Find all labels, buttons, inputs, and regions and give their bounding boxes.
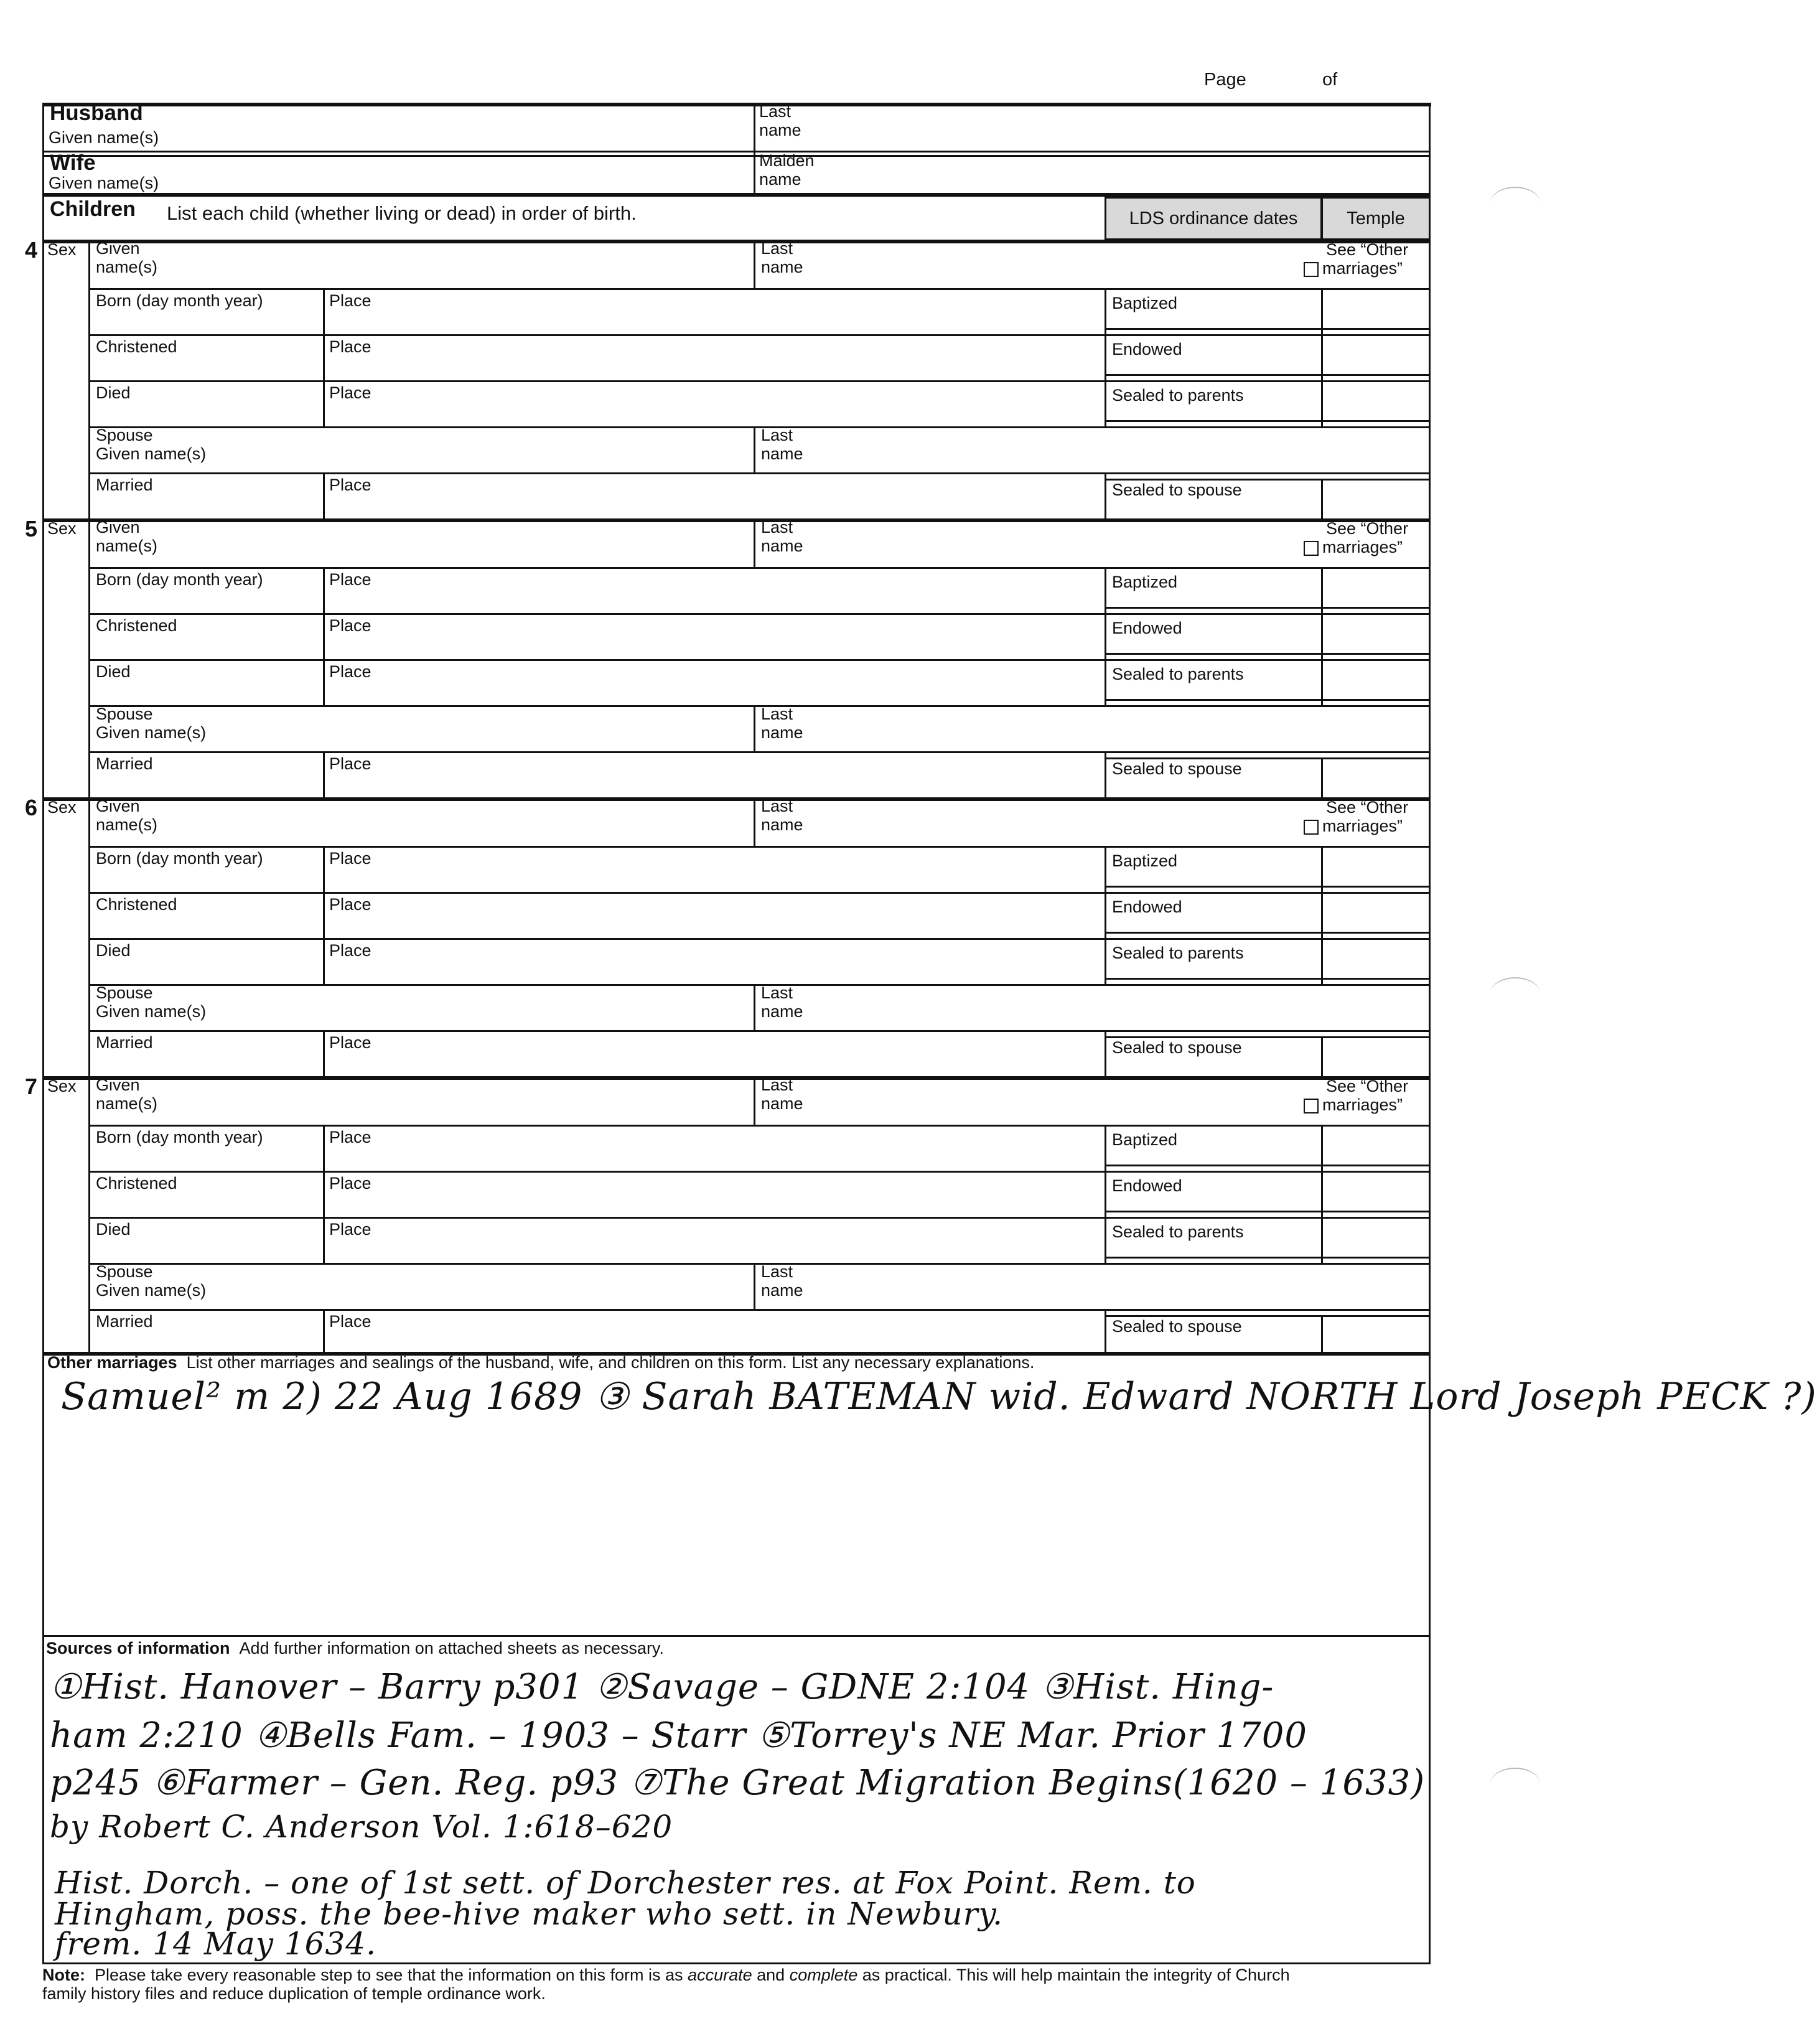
lds-divider <box>1105 892 1106 938</box>
spouse-given-label: Given name(s) <box>96 1002 207 1021</box>
note-text-3: family history files and reduce duplication of temple ordinance work. <box>42 1984 546 2003</box>
sex-column-divider <box>88 1076 90 1355</box>
place-divider <box>323 567 325 613</box>
baptized-label: Baptized <box>1112 851 1178 870</box>
place-divider <box>323 1217 325 1263</box>
sealed-spouse-label: Sealed to spouse <box>1112 1038 1242 1057</box>
lds-row-line <box>1105 978 1431 980</box>
lds-divider <box>1105 846 1106 892</box>
note-and: and <box>757 1966 785 1984</box>
row-line <box>88 380 1431 382</box>
sources-line-5: Hist. Dorch. – one of 1st sett. of Dorchester res. at Fox Point. Rem. to <box>55 1865 1196 1901</box>
spouse-row-line <box>88 1263 1431 1265</box>
died-row-label: Died <box>96 662 131 681</box>
binder-hole-mark <box>1490 977 1540 1010</box>
sources-section <box>42 1636 1431 1962</box>
wife-title: Wife <box>50 151 96 175</box>
sources-heading <box>46 1639 664 1657</box>
lds-row-line <box>1105 1257 1431 1259</box>
spouse-last-divider <box>754 1263 755 1309</box>
lds-divider <box>1105 380 1106 426</box>
temple-divider <box>1321 1036 1323 1076</box>
row-line <box>88 334 1431 336</box>
spouse-last-divider <box>754 984 755 1030</box>
lds-divider <box>1105 334 1106 380</box>
place-label: Place <box>329 754 371 773</box>
wife-maiden-label-1: Maiden <box>759 151 815 170</box>
married-label: Married <box>96 1033 153 1052</box>
children-title: Children <box>50 197 136 221</box>
place-divider <box>323 472 325 518</box>
spouse-last-divider <box>754 426 755 472</box>
place-divider <box>323 1171 325 1217</box>
lds-row-line <box>1105 653 1431 655</box>
given-label: Given <box>96 797 140 815</box>
temple-divider <box>1321 1315 1323 1355</box>
place-divider <box>323 288 325 334</box>
given-label-2: name(s) <box>96 258 158 276</box>
lds-row-line <box>1105 374 1431 376</box>
row-line <box>88 567 1431 569</box>
place-divider <box>323 613 325 659</box>
place-label: Place <box>329 616 371 635</box>
last-label: Last <box>761 797 793 815</box>
lds-divider <box>1105 567 1106 613</box>
married-row-line <box>88 751 1431 753</box>
sources-instruction: Add further information on attached sheets as necessary. <box>239 1639 664 1657</box>
row-line <box>88 613 1431 615</box>
lds-row-line <box>1105 932 1431 934</box>
wife-section <box>42 151 1431 194</box>
married-label: Married <box>96 476 153 494</box>
spouse-given-label: Given name(s) <box>96 723 207 742</box>
temple-divider <box>1321 288 1323 334</box>
last-label-2: name <box>761 258 803 276</box>
see-other-label: See “Other <box>1326 1077 1409 1095</box>
born-row-label: Born (day month year) <box>96 291 263 310</box>
sources-title: Sources of information <box>46 1639 230 1657</box>
endowed-label: Endowed <box>1112 619 1182 637</box>
last-label: Last <box>761 1076 793 1094</box>
row-line <box>88 1125 1431 1127</box>
husband-given-label: Given name(s) <box>49 128 159 147</box>
lds-row-line <box>1105 886 1431 888</box>
other-marriages-checkbox[interactable] <box>1304 817 1403 835</box>
married-label: Married <box>96 1312 153 1331</box>
sealed-parents-label: Sealed to parents <box>1112 1222 1244 1241</box>
spouse-label: Spouse <box>96 983 153 1002</box>
place-divider <box>323 846 325 892</box>
row-line <box>88 892 1431 894</box>
married-label: Married <box>96 754 153 773</box>
place-label: Place <box>329 383 371 402</box>
spouse-given-label: Given name(s) <box>96 1281 207 1300</box>
of-label: of <box>1322 70 1338 90</box>
married-row-line <box>88 1030 1431 1032</box>
lds-divider <box>1105 1125 1106 1171</box>
sealed-parents-label: Sealed to parents <box>1112 665 1244 683</box>
lds-row-line <box>1105 420 1431 422</box>
husband-last-label-1: Last <box>759 102 792 121</box>
checkbox-icon[interactable] <box>1304 262 1319 277</box>
temple-divider <box>1321 380 1323 426</box>
sex-label: Sex <box>47 798 77 817</box>
place-label: Place <box>329 570 371 589</box>
temple-divider <box>1321 757 1323 797</box>
checkbox-icon[interactable] <box>1304 1099 1319 1113</box>
sex-column-divider <box>88 797 90 1076</box>
christened-row-label: Christened <box>96 1174 177 1193</box>
lds-row-line <box>1105 479 1431 481</box>
see-other-label-2: marriages” <box>1322 259 1403 278</box>
sources-line-6: Hingham, poss. the bee-hive maker who sett. in Newbury. <box>55 1896 1003 1932</box>
lds-divider <box>1105 613 1106 659</box>
spouse-last-label-2: name <box>761 1281 803 1300</box>
binder-hole-mark <box>1490 1768 1540 1800</box>
row-line <box>88 288 1431 290</box>
see-other-label: See “Other <box>1326 798 1409 817</box>
spouse-label: Spouse <box>96 1262 153 1281</box>
spouse-last-divider <box>754 705 755 751</box>
born-row-label: Born (day month year) <box>96 1128 263 1146</box>
spouse-last-label: Last <box>761 983 793 1002</box>
place-label: Place <box>329 337 371 356</box>
endowed-label: Endowed <box>1112 1176 1182 1195</box>
sources-line-3: p245 ⑥Farmer – Gen. Reg. p93 ⑦The Great Migration Begins(1620 – 1633) <box>50 1763 1426 1803</box>
binder-hole-mark <box>1490 187 1540 219</box>
sources-line-2: ham 2:210 ④Bells Fam. – 1903 – Starr ⑤Torrey's NE Mar. Prior 1700 <box>50 1715 1308 1756</box>
born-row-label: Born (day month year) <box>96 570 263 589</box>
given-label-2: name(s) <box>96 1094 158 1113</box>
last-label-2: name <box>761 815 803 834</box>
place-label: Place <box>329 1174 371 1193</box>
row-line <box>88 1171 1431 1173</box>
temple-divider <box>1321 1217 1323 1263</box>
spouse-row-line <box>88 705 1431 707</box>
temple-divider <box>1321 892 1323 938</box>
last-name-divider <box>754 518 755 567</box>
child-number: 6 <box>25 795 38 820</box>
spouse-last-label-2: name <box>761 1002 803 1021</box>
married-row-line <box>88 472 1431 474</box>
temple-divider <box>1321 938 1323 984</box>
place-divider <box>323 659 325 705</box>
last-label-2: name <box>761 1094 803 1113</box>
temple-divider <box>1321 567 1323 613</box>
lds-divider <box>1105 938 1106 984</box>
lds-row-line <box>1105 607 1431 609</box>
children-instruction: List each child (whether living or dead) in order of birth. <box>167 202 637 224</box>
given-label: Given <box>96 518 140 537</box>
lds-row-line <box>1105 757 1431 759</box>
see-other-label-2: marriages” <box>1322 1095 1403 1114</box>
checkbox-icon[interactable] <box>1304 820 1319 835</box>
sex-column-divider <box>88 518 90 797</box>
wife-maiden-label-2: name <box>759 170 801 189</box>
baptized-label: Baptized <box>1112 573 1178 591</box>
sex-label: Sex <box>47 1077 77 1095</box>
place-label: Place <box>329 1033 371 1052</box>
other-marriages-instruction: List other marriages and sealings of the husband, wife, and children on this form. List any necessary explanations. <box>186 1353 1035 1372</box>
note-text-2: as practical. This will help maintain the integrity of Church <box>862 1966 1290 1984</box>
spouse-last-label-2: name <box>761 723 803 742</box>
note-accurate: accurate <box>688 1966 752 1984</box>
spouse-label: Spouse <box>96 705 153 723</box>
sealed-parents-label: Sealed to parents <box>1112 386 1244 405</box>
child-top-line <box>42 797 1431 801</box>
note-complete: complete <box>789 1966 858 1984</box>
last-label-2: name <box>761 537 803 555</box>
row-line <box>88 846 1431 848</box>
baptized-label: Baptized <box>1112 1130 1178 1149</box>
lds-divider <box>1105 1171 1106 1217</box>
place-divider <box>323 380 325 426</box>
temple-divider <box>1321 613 1323 659</box>
sources-line-7: frem. 14 May 1634. <box>55 1926 376 1962</box>
sex-label: Sex <box>47 519 77 538</box>
spouse-last-label: Last <box>761 705 793 723</box>
lds-divider <box>1105 1217 1106 1263</box>
temple-divider <box>1321 846 1323 892</box>
place-label: Place <box>329 1312 371 1331</box>
husband-section <box>42 103 1431 151</box>
form-bottom-border <box>42 1962 1431 1964</box>
last-name-divider <box>754 1076 755 1125</box>
place-label: Place <box>329 1128 371 1146</box>
given-label: Given <box>96 239 140 258</box>
see-other-label-2: marriages” <box>1322 817 1403 835</box>
place-divider <box>323 892 325 938</box>
sealed-spouse-label: Sealed to spouse <box>1112 481 1242 499</box>
wife-given-label: Given name(s) <box>49 174 159 192</box>
temple-divider <box>1321 659 1323 705</box>
place-label: Place <box>329 895 371 914</box>
child-top-line <box>42 1076 1431 1080</box>
sealed-spouse-label: Sealed to spouse <box>1112 759 1242 778</box>
see-other-label: See “Other <box>1326 519 1409 538</box>
page-label: Page <box>1204 70 1246 90</box>
sealed-spouse-label: Sealed to spouse <box>1112 1317 1242 1336</box>
temple-divider <box>1321 1125 1323 1171</box>
note-text-1: Please take every reasonable step to see that the information on this form is as <box>95 1966 683 1984</box>
husband-title: Husband <box>50 101 143 125</box>
spouse-last-label-2: name <box>761 444 803 463</box>
christened-row-label: Christened <box>96 337 177 356</box>
endowed-label: Endowed <box>1112 898 1182 916</box>
last-label: Last <box>761 518 793 537</box>
place-divider <box>323 1030 325 1076</box>
other-marriages-heading <box>47 1354 1034 1372</box>
temple-divider <box>1321 334 1323 380</box>
sources-line-4: by Robert C. Anderson Vol. 1:618–620 <box>50 1809 673 1845</box>
place-divider <box>323 1125 325 1171</box>
lds-row-line <box>1105 1165 1431 1166</box>
sealed-parents-label: Sealed to parents <box>1112 944 1244 962</box>
died-row-label: Died <box>96 383 131 402</box>
other-marriages-checkbox[interactable] <box>1304 1096 1403 1114</box>
row-line <box>88 938 1431 940</box>
other-marriages-checkbox[interactable] <box>1304 260 1403 278</box>
last-label: Last <box>761 239 793 258</box>
other-marriages-handwritten: Samuel² m 2) 22 Aug 1689 ③ Sarah BATEMAN wid. Edward NORTH Lord Joseph PECK ?) <box>61 1375 1817 1418</box>
place-label: Place <box>329 1220 371 1239</box>
checkbox-icon[interactable] <box>1304 541 1319 556</box>
spouse-row-line <box>88 426 1431 428</box>
row-line <box>88 659 1431 661</box>
given-label-2: name(s) <box>96 815 158 834</box>
sex-column-divider <box>88 240 90 518</box>
note-label: Note: <box>42 1966 85 1984</box>
place-divider <box>323 938 325 984</box>
lds-row-line <box>1105 1315 1431 1317</box>
place-label: Place <box>329 849 371 868</box>
place-label: Place <box>329 941 371 960</box>
place-label: Place <box>329 476 371 494</box>
died-row-label: Died <box>96 1220 131 1239</box>
christened-row-label: Christened <box>96 616 177 635</box>
other-marriages-section <box>42 1353 1817 1634</box>
endowed-label: Endowed <box>1112 340 1182 359</box>
other-marriages-title: Other marriages <box>47 1353 177 1372</box>
lds-row-line <box>1105 1211 1431 1212</box>
child-top-line <box>42 518 1431 522</box>
lds-divider <box>1105 659 1106 705</box>
last-name-divider <box>754 797 755 846</box>
see-other-label: See “Other <box>1326 240 1409 259</box>
place-divider <box>323 751 325 797</box>
lds-divider <box>1105 288 1106 334</box>
lds-row-line <box>1105 699 1431 701</box>
row-line <box>88 1217 1431 1219</box>
temple-divider <box>1321 479 1323 518</box>
other-marriages-checkbox[interactable] <box>1304 538 1403 556</box>
child-number: 7 <box>25 1074 38 1099</box>
baptized-label: Baptized <box>1112 294 1178 312</box>
spouse-last-label: Last <box>761 1262 793 1281</box>
married-row-line <box>88 1309 1431 1311</box>
place-divider <box>323 1309 325 1355</box>
spouse-row-line <box>88 984 1431 986</box>
temple-header: Temple <box>1321 197 1431 240</box>
child-top-line <box>42 240 1431 243</box>
last-name-divider <box>754 240 755 288</box>
given-label-2: name(s) <box>96 537 158 555</box>
place-label: Place <box>329 662 371 681</box>
christened-row-label: Christened <box>96 895 177 914</box>
husband-bottom-line <box>42 151 1431 152</box>
given-label: Given <box>96 1076 140 1094</box>
place-label: Place <box>329 291 371 310</box>
place-divider <box>323 334 325 380</box>
died-row-label: Died <box>96 941 131 960</box>
spouse-label: Spouse <box>96 426 153 444</box>
born-row-label: Born (day month year) <box>96 849 263 868</box>
sex-label: Sex <box>47 240 77 259</box>
temple-divider <box>1321 1171 1323 1217</box>
lds-row-line <box>1105 1036 1431 1038</box>
child-number: 5 <box>25 516 38 541</box>
sources-line-1: ①Hist. Hanover – Barry p301 ②Savage – GDNE 2:104 ③Hist. Hing- <box>50 1667 1274 1707</box>
spouse-given-label: Given name(s) <box>96 444 207 463</box>
child-number: 4 <box>25 237 38 263</box>
see-other-label-2: marriages” <box>1322 538 1403 556</box>
husband-last-label-2: name <box>759 121 801 139</box>
lds-ordinance-header: LDS ordinance dates <box>1105 197 1322 240</box>
note <box>42 1966 1431 2003</box>
spouse-last-label: Last <box>761 426 793 444</box>
lds-row-line <box>1105 328 1431 330</box>
